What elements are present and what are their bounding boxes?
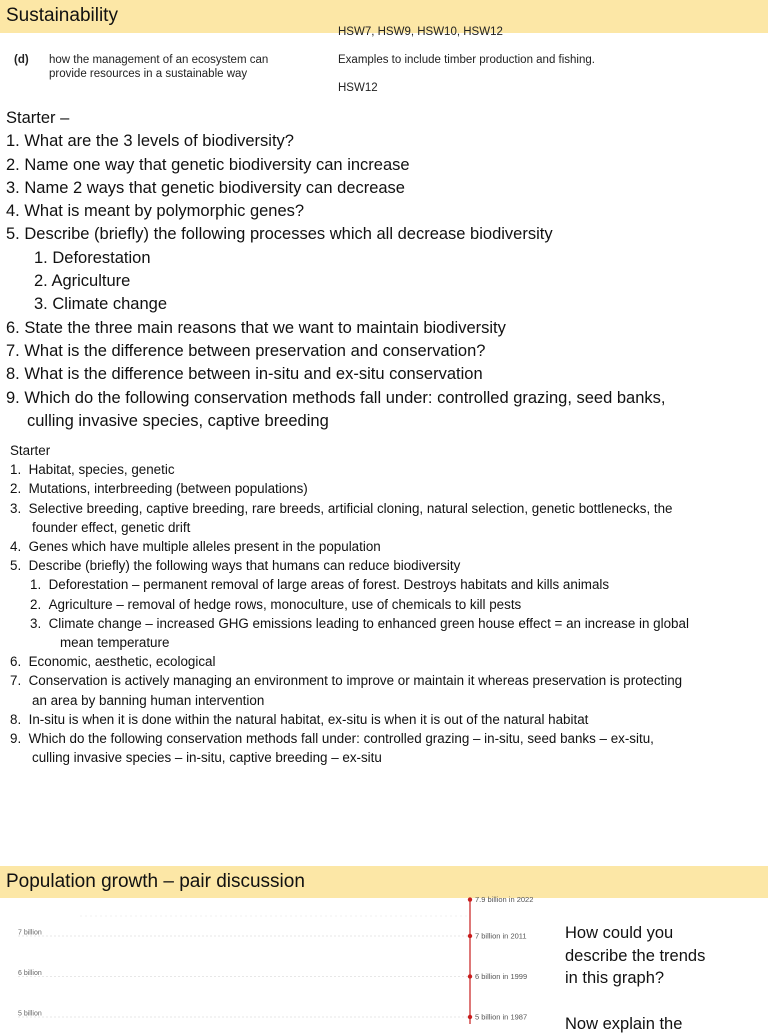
list-item: 5. Describe (briefly) the following processes which all decrease biodiversity [6,225,553,244]
list-item: 1. Deforestation – permanent removal of large areas of forest. Destroys habitats and kills animals [30,577,610,593]
list-item: 3. Climate change – increased GHG emissions leading to enhanced green house effect = an increase in global [30,615,689,631]
spec-hsw: HSW12 [338,82,378,94]
list-item-continued: mean temperature [60,635,170,651]
y-tick-label: 6 billion [18,970,42,977]
discussion-question: How could you describe the trends in this graph? [565,924,706,987]
data-point [468,934,472,938]
data-point [468,1015,472,1019]
data-label: 7 billion in 2011 [475,931,527,941]
list-item-continued: culling invasive species – in-situ, captive breeding – ex-situ [32,750,382,766]
starter-answers [10,441,689,767]
list-item-continued: culling invasive species, captive breeding [27,411,329,430]
list-item: 1. Deforestation [34,248,151,267]
section-title: Population growth – pair discussion [6,871,305,892]
data-label: 6 billion in 1999 [475,972,528,981]
y-tick-label: 5 billion [18,1010,42,1018]
list-item: 5. Describe (briefly) the following ways that humans can reduce biodiversity [10,558,461,574]
spec-examples: Examples to include timber production and fishing. [338,54,595,66]
list-item: 3. Climate change [34,295,168,314]
list-item: 2. Agriculture – removal of hedge rows, monoculture, use of chemicals to kill pests [30,596,522,612]
starter-questions [6,107,665,433]
list-item: 1. Habitat, species, genetic [10,462,175,478]
data-label: 5 billion in 1987 [475,1012,528,1022]
data-label: 7.9 billion in 2022 [475,895,534,905]
answers-heading: Starter [10,443,51,458]
list-item-continued: founder effect, genetic drift [32,519,191,535]
list-item: 6. State the three main reasons that we want to maintain biodiversity [6,318,506,337]
population-chart [0,895,560,1024]
list-item: 8. In-situ is when it is done within the natural habitat, ex-situ is when it is out of the natural habitat [10,711,589,727]
data-point [468,974,472,978]
list-item-continued: an area by banning human intervention [32,692,265,708]
list-item: 2. Mutations, interbreeding (between populations) [10,481,308,497]
starter-heading: Starter – [6,109,70,127]
section-header-population-growth [0,866,768,898]
list-item: 7. What is the difference between preservation and conservation? [6,341,486,360]
list-item: 9. Which do the following conservation methods fall under: controlled grazing – in-situ, seed banks – ex-situ, [10,731,654,747]
discussion-followup: Now explain the [565,1015,683,1033]
list-item: 6. Economic, aesthetic, ecological [10,654,216,670]
spec-statement: how the management of an ecosystem can provide resources in a sustainable way [49,54,269,80]
section-title: Sustainability [6,5,118,26]
list-item: 3. Selective breeding, captive breeding, rare breeds, artificial cloning, natural selection, genetic bottlenecks, the [10,500,673,516]
list-item: 8. What is the difference between in-situ and ex-situ conservation [6,365,483,384]
spec-letter: (d) [14,54,29,66]
list-item: 3. Name 2 ways that genetic biodiversity can decrease [6,178,405,197]
list-item: 1. What are the 3 levels of biodiversity? [6,132,294,151]
list-item: 4. What is meant by polymorphic genes? [6,202,305,221]
data-point [468,897,472,901]
list-item: 2. Name one way that genetic biodiversity can increase [6,155,410,174]
spec-hsw-top: HSW7, HSW9, HSW10, HSW12 [338,26,503,38]
list-item: 2. Agriculture [34,272,131,291]
list-item: 7. Conservation is actively managing an environment to improve or maintain it whereas preservation is protecting [10,673,683,689]
list-item: 9. Which do the following conservation methods fall under: controlled grazing, seed banks, [6,388,666,407]
list-item: 4. Genes which have multiple alleles present in the population [10,539,381,555]
y-tick-label: 7 billion [18,929,42,937]
